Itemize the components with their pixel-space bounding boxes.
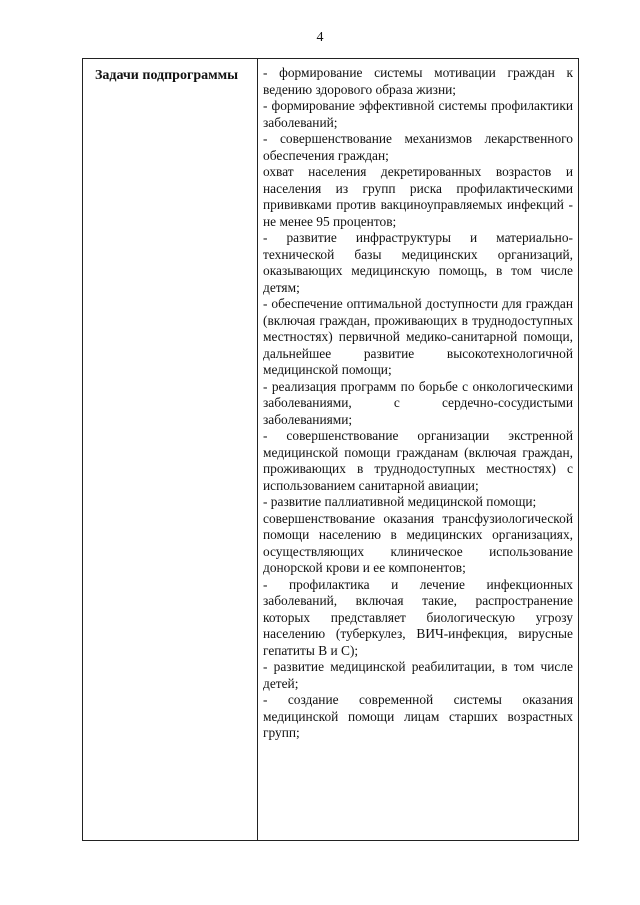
task-item: - формирование системы мотивации граждан к ведению здорового образа жизни; [263, 65, 573, 97]
task-item: - формирование эффективной системы профилактики заболеваний; [263, 98, 573, 130]
task-item: - обеспечение оптимальной доступности для граждан (включая граждан, проживающих в труднодоступных местностях) первичной медико-санитарной помощи, дальнейшее развитие высокотехнологичной медицинской помощи; [263, 296, 573, 377]
task-list [258, 59, 578, 742]
task-item: - создание современной системы оказания медицинской помощи лицам старших возрастных групп; [263, 692, 573, 740]
task-item: - развитие паллиативной медицинской помощи; [263, 494, 537, 509]
row-label: Задачи подпрограммы [95, 68, 239, 83]
task-item: - развитие медицинской реабилитации, в том числе детей; [263, 659, 573, 691]
task-item: охват населения декретированных возрастов и населения из групп риска профилактическими прививками против вакциноуправляемых инфекций - не менее 95 процентов; [263, 164, 573, 229]
label-cell [83, 59, 258, 841]
task-item: - совершенствование организации экстренной медицинской помощи гражданам (включая граждан, проживающих в труднодоступных местностях) с использованием санитарной авиации; [263, 428, 573, 493]
table-row [83, 59, 579, 841]
task-item: совершенствование оказания трансфузиологической помощи населению в медицинских организациях, осуществляющих клиническое использование донорской крови и ее компонентов; [263, 510, 573, 575]
subprogram-table [82, 58, 579, 841]
task-item: - совершенствование механизмов лекарственного обеспечения граждан; [263, 131, 573, 163]
content-cell [258, 59, 579, 841]
page-number: 4 [316, 30, 324, 45]
task-item: - профилактика и лечение инфекционных заболеваний, включая такие, распространение которых представляет биологическую угрозу населению (туберкулез, ВИЧ-инфекция, вирусные гепатиты В и С); [263, 576, 573, 658]
task-item: - развитие инфраструктуры и материально-технической базы медицинских организаций, оказывающих медицинскую помощь, в том числе детям; [263, 230, 573, 295]
task-item: - реализация программ по борьбе с онкологическими заболеваниями, с сердечно-сосудистыми заболеваниями; [263, 378, 573, 427]
